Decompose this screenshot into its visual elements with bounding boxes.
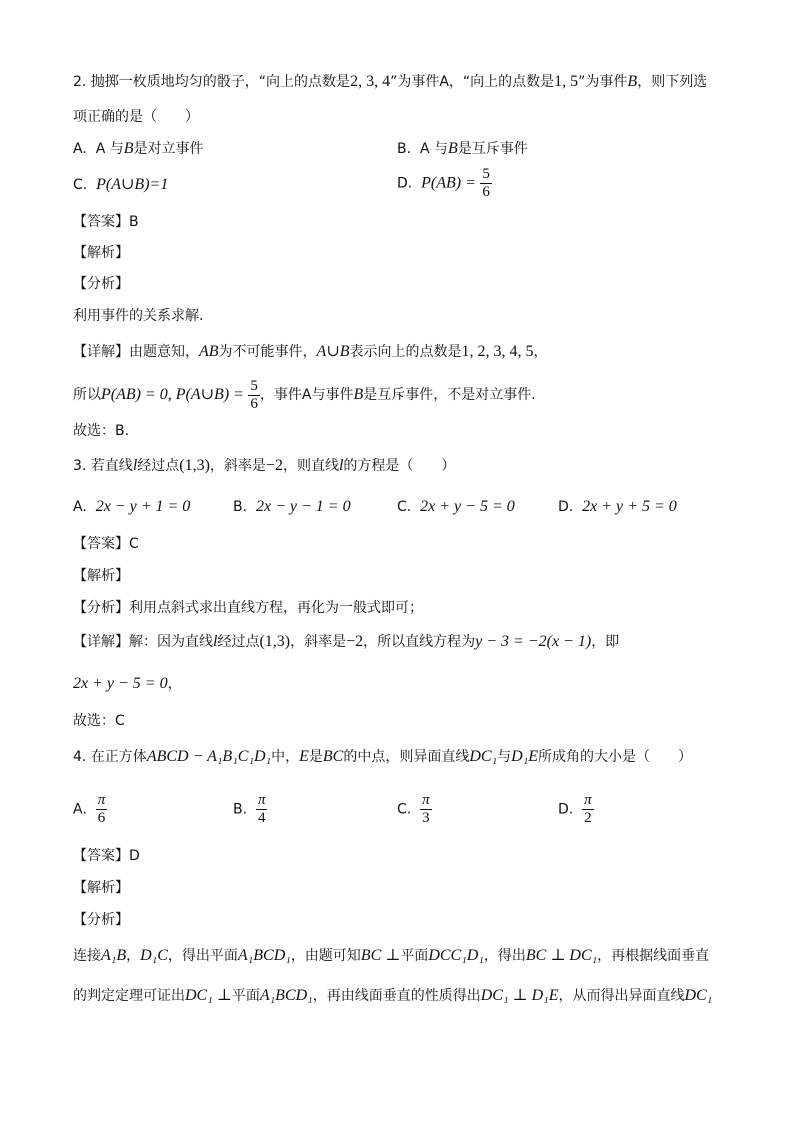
option-label: D. — [558, 801, 574, 818]
q3-stem — [73, 456, 455, 476]
option-math: B — [448, 140, 458, 157]
q4-fenxi: 【分析】 — [73, 912, 129, 928]
q4-math-e: E — [299, 748, 309, 765]
fraction-denominator: 6 — [482, 184, 490, 200]
detail-math: P(AB) = 0, P(A∪B) = — [101, 386, 244, 403]
fenxi-math: D₁C — [140, 947, 168, 964]
q4-stem-text: 的中点，则异面直线 — [343, 749, 470, 765]
q4-stem-text: 所成角的大小是（ ） — [538, 749, 693, 765]
option-math: P(A∪B)=1 — [96, 176, 169, 193]
q3-stem-text: 经过点 — [137, 458, 180, 474]
option-label: D. — [558, 499, 574, 515]
fraction-numerator: π — [97, 792, 106, 808]
q2-option-c — [73, 175, 168, 195]
q3-jiexi: 【解析】 — [73, 568, 129, 584]
q2-stem-text: ”为事件A，“向上的点数是 — [390, 74, 555, 90]
fraction — [248, 378, 260, 413]
q4-stem-text: 4. 在正方体 — [73, 749, 147, 765]
detail-text: 表示向上的点数是 — [349, 344, 462, 360]
q2-option-b — [397, 139, 528, 159]
q2-math-15: 1, 5 — [554, 73, 579, 90]
fenxi-text: ，得出 — [483, 948, 526, 964]
q3-detail-line1 — [73, 632, 619, 652]
option-label: A. — [73, 801, 87, 818]
detail-text: 所以 — [73, 387, 101, 403]
detail-math: A∪B — [316, 343, 350, 360]
q3-math-l: l — [132, 457, 138, 474]
option-math: 2x − y − 1 = 0 — [255, 498, 351, 515]
q2-fenxi: 【分析】 — [73, 276, 129, 292]
q3-detail-line2 — [73, 674, 182, 694]
fraction-denominator: 4 — [257, 810, 266, 826]
fenxi-text: ，得出平面 — [167, 948, 238, 964]
option-label: C. — [73, 177, 88, 193]
q2-answer: 【答案】B — [73, 214, 139, 230]
detail-text: 为不可能事件， — [218, 344, 317, 360]
detail-text: ，斜率是 — [290, 634, 347, 650]
q3-option-d — [558, 497, 677, 517]
q2-option-d — [397, 166, 492, 201]
detail-text: 【详解】解：因为直线 — [73, 634, 213, 650]
q4-math-bc: BC — [322, 748, 344, 765]
q2-detail-line1 — [73, 342, 548, 362]
q2-math-234: 2, 3, 4 — [350, 73, 391, 90]
q4-fenxi-line2 — [73, 986, 712, 1006]
fenxi-text: 连接 — [73, 948, 101, 964]
option-label: C. — [397, 801, 412, 818]
q2-stem-text: ，则下列选 — [637, 74, 708, 90]
q3-stem-text: ，斜率是 — [209, 458, 266, 474]
q2-jiexi: 【解析】 — [73, 245, 129, 261]
q3-option-b — [233, 497, 351, 517]
q3-option-a — [73, 497, 190, 517]
detail-math: 1, 2, 3, 4, 5 — [461, 343, 534, 360]
fenxi-text: 平面 — [400, 948, 429, 964]
fraction-denominator: 3 — [422, 810, 430, 826]
q3-answer: 【答案】C — [73, 536, 139, 552]
fenxi-math: DC₁ ⊥ D₁E — [480, 987, 559, 1004]
q4-option-b — [233, 792, 267, 827]
option-label: B. — [233, 801, 248, 818]
q4-fenxi-line1 — [73, 946, 709, 966]
fraction-numerator: 5 — [482, 166, 490, 182]
q2-detail-line2 — [73, 376, 536, 414]
option-math: 2x − y + 1 = 0 — [95, 498, 191, 515]
q4-answer: 【答案】D — [73, 848, 140, 864]
fraction-numerator: π — [422, 792, 430, 808]
q4-stem-text: 与 — [497, 749, 512, 765]
fenxi-text: ， — [126, 948, 141, 964]
option-label: D. — [397, 175, 413, 192]
detail-math: l — [213, 633, 218, 650]
q3-math-l: l — [338, 457, 344, 474]
option-math: 2x + y + 5 = 0 — [582, 498, 677, 515]
fenxi-text: ，从而得出异面直线 — [558, 988, 685, 1004]
fraction-denominator: 6 — [97, 810, 106, 826]
q4-option-a — [73, 792, 107, 827]
fraction-numerator: 5 — [250, 377, 258, 394]
q3-stem-text: 3. 若直线 — [73, 458, 133, 474]
q2-stem-text: ”为事件 — [578, 74, 628, 90]
detail-math: 2x + y − 5 = 0 — [73, 675, 168, 692]
option-text: 是互斥事件 — [457, 141, 528, 157]
fraction — [256, 792, 268, 827]
option-math: B — [123, 140, 134, 157]
fraction-numerator: π — [257, 792, 266, 808]
fenxi-text: 平面 — [231, 988, 260, 1004]
detail-math: y − 3 = −2(x − 1) — [475, 633, 592, 650]
q3-choose: 故选：C — [73, 713, 125, 729]
option-text: 是对立事件 — [133, 141, 204, 157]
q3-math-slope: −2 — [265, 457, 283, 474]
fraction-denominator: 6 — [250, 395, 258, 412]
q2-stem-line2: 项正确的是（ ） — [73, 109, 199, 125]
option-math: P(AB) = — [421, 174, 476, 192]
q2-math-b: B — [627, 73, 638, 90]
q4-option-c — [397, 792, 432, 827]
q4-option-d — [558, 792, 594, 827]
fraction — [480, 166, 492, 201]
q4-jiexi: 【解析】 — [73, 880, 129, 896]
q3-stem-text: ，则直线 — [282, 458, 339, 474]
fenxi-text: ，由题可知 — [290, 948, 361, 964]
detail-math: AB — [199, 343, 219, 360]
detail-text: 是互斥事件，不是对立事件. — [363, 387, 536, 403]
detail-text: 【详解】由题意知， — [73, 344, 199, 360]
fenxi-text: ，再由线面垂直的性质得出 — [312, 988, 481, 1004]
fenxi-math: A₁BCD₁ — [259, 987, 313, 1004]
q4-stem-text: 是 — [308, 749, 323, 765]
option-text: A 与 — [419, 141, 448, 157]
detail-text: ， — [533, 344, 548, 360]
q2-option-a — [73, 139, 204, 159]
option-label: A. — [73, 499, 87, 515]
fraction-numerator: π — [584, 792, 592, 808]
fenxi-text: 的判定定理可证出 — [73, 988, 185, 1004]
fenxi-math: A₁BCD₁ — [237, 947, 291, 964]
detail-text: ，所以直线方程为 — [363, 634, 476, 650]
option-label: B. — [397, 141, 412, 157]
q2-choose: 故选：B. — [73, 423, 130, 439]
q3-math-point: (1,3) — [179, 457, 210, 474]
q4-stem — [73, 747, 692, 767]
option-label: B. — [233, 499, 248, 515]
fraction — [96, 792, 108, 827]
detail-math: −2 — [346, 633, 364, 650]
detail-math: (1,3) — [259, 633, 291, 650]
q4-math-d1e: D₁E — [511, 748, 539, 765]
q3-option-c — [397, 497, 515, 517]
q2-fenxi-text: 利用事件的关系求解. — [73, 308, 204, 324]
detail-text: ，即 — [591, 634, 620, 650]
fenxi-math: DCC₁D₁ — [428, 947, 484, 964]
option-math: 2x + y − 5 = 0 — [420, 498, 515, 515]
q3-stem-text: 的方程是（ ） — [343, 458, 456, 474]
q4-stem-text: 中， — [271, 749, 300, 765]
fenxi-text: ，再根据线面垂直 — [597, 948, 710, 964]
fenxi-math: BC ⊥ DC₁ — [525, 947, 598, 964]
fraction — [420, 792, 432, 827]
fenxi-math: DC₁ — [684, 987, 713, 1004]
q2-stem-line1 — [73, 72, 707, 92]
q4-math-dc1: DC₁ — [469, 748, 498, 765]
option-label: A. — [73, 141, 87, 157]
fraction-denominator: 2 — [584, 810, 592, 826]
detail-text: ， — [167, 676, 182, 692]
q2-stem-text: 2. 抛掷一枚质地均匀的骰子，“向上的点数是 — [73, 74, 351, 90]
detail-math: B — [353, 386, 364, 403]
fenxi-math: DC₁ ⊥ — [185, 987, 232, 1004]
q3-fenxi: 【分析】利用点斜式求出直线方程，再化为一般式即可； — [73, 600, 423, 616]
detail-text: ，事件A与事件 — [259, 387, 354, 403]
fenxi-math: BC ⊥ — [360, 947, 401, 964]
option-text: A 与 — [95, 141, 124, 157]
fenxi-math: A₁B — [101, 947, 127, 964]
detail-text: 经过点 — [217, 634, 260, 650]
option-label: C. — [397, 499, 412, 515]
fraction — [582, 792, 594, 827]
q4-math-cube: ABCD − A₁B₁C₁D₁ — [146, 748, 272, 765]
